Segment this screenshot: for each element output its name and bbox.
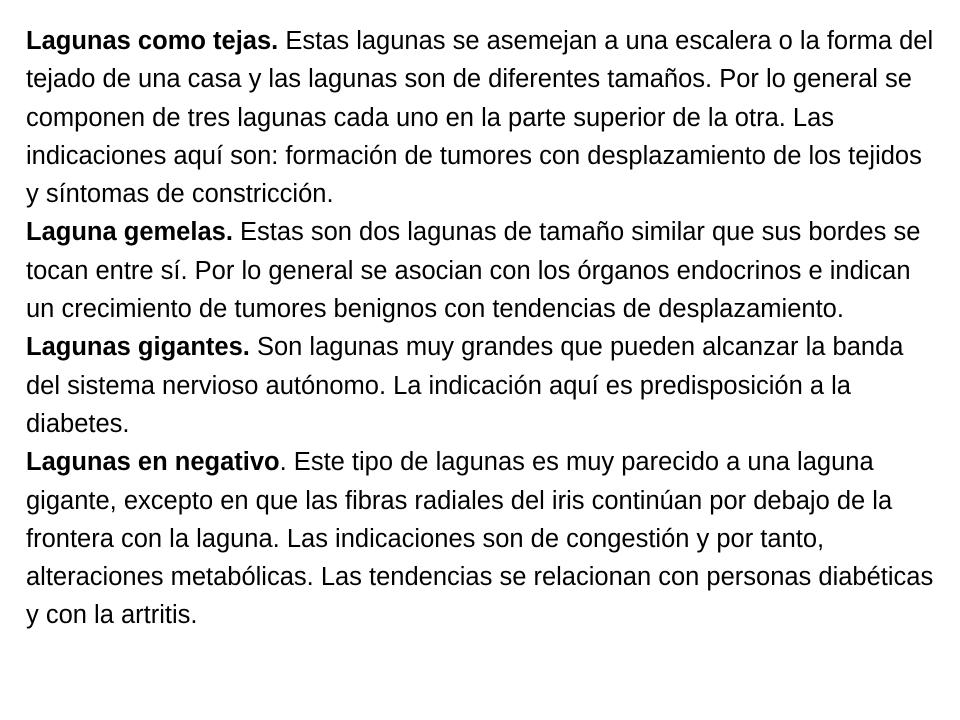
term-heading: Lagunas gigantes. xyxy=(26,333,250,362)
term-heading: Laguna gemelas. xyxy=(26,218,233,247)
paragraph-text: . Este tipo de lagunas es muy parecido a una laguna gigante, excepto en que las fibras radiales del iris continúan por debajo de la frontera con la laguna. Las indicaciones son de congestión y por tanto, alteraciones metabólicas. Las tendencias se relacionan con personas diabéticas y con la artritis. xyxy=(26,448,934,630)
paragraph-text: Estas lagunas se asemejan a una escalera o la forma del tejado de una casa y las lagunas son de diferentes tamaños. Por lo general se componen de tres lagunas cada uno en la parte superior de la otra. Las indicaciones aquí son: formación de tumores con desplazamiento de los tejidos y síntomas de constricción. xyxy=(26,27,934,209)
paragraph-lagunas-como-tejas xyxy=(26,22,938,213)
paragraph-text: Son lagunas muy grandes que pueden alcanzar la banda del sistema nervioso autónomo. La indicación aquí es predisposición a la diabetes. xyxy=(26,333,904,438)
term-heading: Lagunas en negativo xyxy=(26,448,280,477)
paragraph-laguna-gemelas xyxy=(26,213,938,328)
term-heading: Lagunas como tejas. xyxy=(26,27,279,55)
slide-body xyxy=(26,22,938,635)
paragraph-text: Estas son dos lagunas de tamaño similar que sus bordes se tocan entre sí. Por lo general se asocian con los órganos endocrinos e indican un crecimiento de tumores benignos con tendencias de desplazamiento. xyxy=(26,218,921,324)
paragraph-lagunas-gigantes xyxy=(26,328,938,443)
paragraph-lagunas-en-negativo xyxy=(26,443,938,634)
